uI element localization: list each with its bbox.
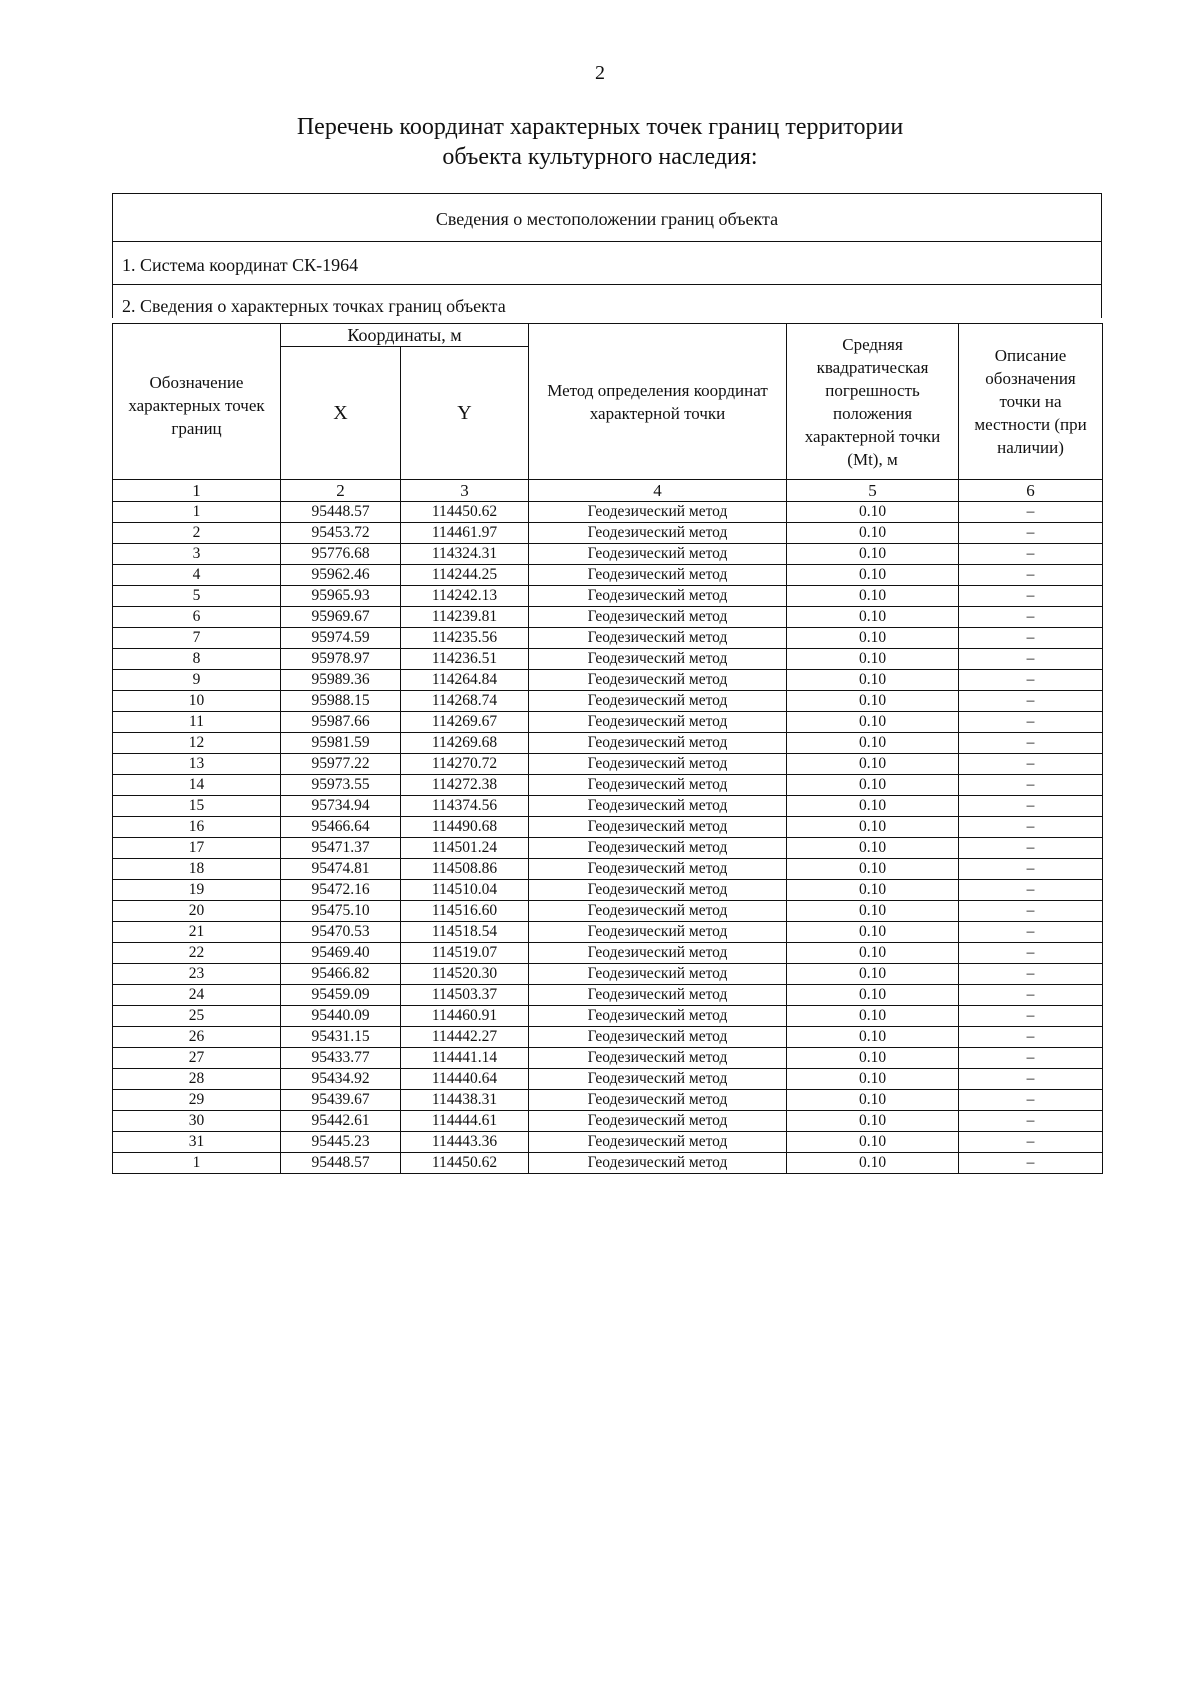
description-cell: –	[959, 607, 1103, 628]
header-description	[959, 324, 1103, 480]
method-cell: Геодезический метод	[529, 964, 787, 985]
error-cell: 0.10	[787, 607, 959, 628]
table-row	[113, 859, 1103, 880]
point-designation: 2	[113, 523, 281, 544]
coordinate-y: 114442.27	[401, 1027, 529, 1048]
point-designation: 9	[113, 670, 281, 691]
point-designation: 30	[113, 1111, 281, 1132]
coordinate-y: 114443.36	[401, 1132, 529, 1153]
table-row	[113, 943, 1103, 964]
table-row	[113, 1069, 1103, 1090]
column-number: 5	[787, 480, 959, 502]
point-designation: 1	[113, 1153, 281, 1174]
table-row	[113, 586, 1103, 607]
point-designation: 27	[113, 1048, 281, 1069]
point-designation: 8	[113, 649, 281, 670]
point-designation: 25	[113, 1006, 281, 1027]
error-cell: 0.10	[787, 943, 959, 964]
table-row	[113, 691, 1103, 712]
header-coordinates: Координаты, м	[281, 324, 529, 347]
point-designation: 29	[113, 1090, 281, 1111]
error-cell: 0.10	[787, 796, 959, 817]
coordinate-y: 114324.31	[401, 544, 529, 565]
description-cell: –	[959, 817, 1103, 838]
title-line-2: объекта культурного наследия:	[442, 144, 758, 170]
coordinate-y: 114239.81	[401, 607, 529, 628]
coordinate-y: 114440.64	[401, 1069, 529, 1090]
coordinate-x: 95433.77	[281, 1048, 401, 1069]
coordinate-y: 114441.14	[401, 1048, 529, 1069]
table-row	[113, 1132, 1103, 1153]
description-cell: –	[959, 796, 1103, 817]
error-cell: 0.10	[787, 985, 959, 1006]
method-cell: Геодезический метод	[529, 901, 787, 922]
column-number: 4	[529, 480, 787, 502]
description-cell: –	[959, 754, 1103, 775]
coordinates-table	[112, 323, 1103, 1174]
coordinate-y: 114438.31	[401, 1090, 529, 1111]
coordinate-x: 95734.94	[281, 796, 401, 817]
point-designation: 23	[113, 964, 281, 985]
title-line-1: Перечень координат характерных точек границ территории	[296, 114, 904, 140]
description-cell: –	[959, 985, 1103, 1006]
point-designation: 26	[113, 1027, 281, 1048]
table-row	[113, 523, 1103, 544]
table-row	[113, 1090, 1103, 1111]
description-cell: –	[959, 733, 1103, 754]
error-cell: 0.10	[787, 754, 959, 775]
coordinate-y: 114520.30	[401, 964, 529, 985]
description-cell: –	[959, 1111, 1103, 1132]
header-error-label: Средняя квадратическая погрешность положения характерной точки (Mt), м	[804, 334, 941, 469]
point-designation: 21	[113, 922, 281, 943]
method-cell: Геодезический метод	[529, 817, 787, 838]
error-cell: 0.10	[787, 586, 959, 607]
coordinate-x: 95470.53	[281, 922, 401, 943]
coordinate-y: 114519.07	[401, 943, 529, 964]
error-cell: 0.10	[787, 565, 959, 586]
coordinate-x: 95988.15	[281, 691, 401, 712]
method-cell: Геодезический метод	[529, 649, 787, 670]
table-row	[113, 775, 1103, 796]
coordinate-x: 95974.59	[281, 628, 401, 649]
description-cell: –	[959, 523, 1103, 544]
method-cell: Геодезический метод	[529, 1153, 787, 1174]
method-cell: Геодезический метод	[529, 943, 787, 964]
table-row	[113, 544, 1103, 565]
method-cell: Геодезический метод	[529, 565, 787, 586]
table-row	[113, 1111, 1103, 1132]
description-cell: –	[959, 670, 1103, 691]
description-cell: –	[959, 964, 1103, 985]
point-designation: 3	[113, 544, 281, 565]
error-cell: 0.10	[787, 502, 959, 523]
error-cell: 0.10	[787, 859, 959, 880]
error-cell: 0.10	[787, 628, 959, 649]
method-cell: Геодезический метод	[529, 502, 787, 523]
table-row	[113, 1153, 1103, 1174]
method-cell: Геодезический метод	[529, 985, 787, 1006]
description-cell: –	[959, 628, 1103, 649]
table-row	[113, 796, 1103, 817]
table-row	[113, 1048, 1103, 1069]
method-cell: Геодезический метод	[529, 1006, 787, 1027]
coordinate-y: 114503.37	[401, 985, 529, 1006]
error-cell: 0.10	[787, 838, 959, 859]
coordinate-x: 95431.15	[281, 1027, 401, 1048]
description-cell: –	[959, 544, 1103, 565]
method-cell: Геодезический метод	[529, 922, 787, 943]
location-info-header: Сведения о местоположении границ объекта	[113, 194, 1101, 242]
method-cell: Геодезический метод	[529, 670, 787, 691]
header-method	[529, 324, 787, 480]
coordinate-x: 95965.93	[281, 586, 401, 607]
description-cell: –	[959, 1153, 1103, 1174]
method-cell: Геодезический метод	[529, 691, 787, 712]
table-row	[113, 817, 1103, 838]
header-designation-label: Обозначение характерных точек границ	[128, 373, 265, 438]
table-row	[113, 712, 1103, 733]
method-cell: Геодезический метод	[529, 712, 787, 733]
table-row	[113, 901, 1103, 922]
point-designation: 6	[113, 607, 281, 628]
coordinate-x: 95471.37	[281, 838, 401, 859]
description-cell: –	[959, 859, 1103, 880]
description-cell: –	[959, 901, 1103, 922]
description-cell: –	[959, 880, 1103, 901]
method-cell: Геодезический метод	[529, 1048, 787, 1069]
table-row	[113, 985, 1103, 1006]
header-designation	[113, 324, 281, 480]
coordinate-y: 114269.67	[401, 712, 529, 733]
method-cell: Геодезический метод	[529, 754, 787, 775]
description-cell: –	[959, 691, 1103, 712]
coordinate-x: 95973.55	[281, 775, 401, 796]
error-cell: 0.10	[787, 523, 959, 544]
boundary-points-heading: 2. Сведения о характерных точках границ объекта	[122, 296, 506, 316]
table-row	[113, 838, 1103, 859]
method-cell: Геодезический метод	[529, 607, 787, 628]
coordinate-y: 114270.72	[401, 754, 529, 775]
description-cell: –	[959, 565, 1103, 586]
coordinate-y: 114508.86	[401, 859, 529, 880]
error-cell: 0.10	[787, 1069, 959, 1090]
error-cell: 0.10	[787, 733, 959, 754]
table-row	[113, 1006, 1103, 1027]
coordinates-table-body	[113, 502, 1103, 1174]
column-number: 6	[959, 480, 1103, 502]
method-cell: Геодезический метод	[529, 1132, 787, 1153]
point-designation: 14	[113, 775, 281, 796]
coordinate-y: 114444.61	[401, 1111, 529, 1132]
column-number: 2	[281, 480, 401, 502]
description-cell: –	[959, 922, 1103, 943]
error-cell: 0.10	[787, 901, 959, 922]
method-cell: Геодезический метод	[529, 586, 787, 607]
error-cell: 0.10	[787, 1111, 959, 1132]
page-number: 2	[595, 62, 605, 84]
error-cell: 0.10	[787, 670, 959, 691]
description-cell: –	[959, 1027, 1103, 1048]
table-row	[113, 565, 1103, 586]
column-number-row	[113, 480, 1103, 502]
error-cell: 0.10	[787, 1090, 959, 1111]
description-cell: –	[959, 1090, 1103, 1111]
error-cell: 0.10	[787, 1048, 959, 1069]
column-number: 1	[113, 480, 281, 502]
coordinate-x: 95776.68	[281, 544, 401, 565]
method-cell: Геодезический метод	[529, 775, 787, 796]
coordinate-y: 114264.84	[401, 670, 529, 691]
error-cell: 0.10	[787, 880, 959, 901]
table-row	[113, 502, 1103, 523]
table-row	[113, 964, 1103, 985]
coordinate-y: 114272.38	[401, 775, 529, 796]
coordinate-x: 95466.82	[281, 964, 401, 985]
point-designation: 19	[113, 880, 281, 901]
coordinate-x: 95448.57	[281, 1153, 401, 1174]
table-row	[113, 1027, 1103, 1048]
point-designation: 4	[113, 565, 281, 586]
method-cell: Геодезический метод	[529, 880, 787, 901]
coordinate-y: 114460.91	[401, 1006, 529, 1027]
description-cell: –	[959, 943, 1103, 964]
coordinate-x: 95977.22	[281, 754, 401, 775]
coordinate-x: 95472.16	[281, 880, 401, 901]
method-cell: Геодезический метод	[529, 859, 787, 880]
description-cell: –	[959, 838, 1103, 859]
table-row	[113, 880, 1103, 901]
coordinate-y: 114269.68	[401, 733, 529, 754]
method-cell: Геодезический метод	[529, 796, 787, 817]
coordinate-x: 95969.67	[281, 607, 401, 628]
table-row	[113, 649, 1103, 670]
description-cell: –	[959, 649, 1103, 670]
coordinate-x: 95987.66	[281, 712, 401, 733]
error-cell: 0.10	[787, 691, 959, 712]
coordinate-y: 114236.51	[401, 649, 529, 670]
error-cell: 0.10	[787, 649, 959, 670]
coordinate-x: 95448.57	[281, 502, 401, 523]
coordinate-y: 114461.97	[401, 523, 529, 544]
error-cell: 0.10	[787, 1006, 959, 1027]
header-description-label: Описание обозначения точки на местности (при наличии)	[974, 346, 1087, 457]
point-designation: 12	[113, 733, 281, 754]
point-designation: 10	[113, 691, 281, 712]
table-row	[113, 733, 1103, 754]
coordinate-x: 95466.64	[281, 817, 401, 838]
point-designation: 24	[113, 985, 281, 1006]
coordinate-x: 95474.81	[281, 859, 401, 880]
header-error	[787, 324, 959, 480]
point-designation: 1	[113, 502, 281, 523]
coordinate-x: 95439.67	[281, 1090, 401, 1111]
point-designation: 28	[113, 1069, 281, 1090]
coordinate-y: 114518.54	[401, 922, 529, 943]
coordinate-y: 114450.62	[401, 502, 529, 523]
error-cell: 0.10	[787, 817, 959, 838]
description-cell: –	[959, 586, 1103, 607]
point-designation: 22	[113, 943, 281, 964]
coordinate-y: 114501.24	[401, 838, 529, 859]
coordinate-x: 95440.09	[281, 1006, 401, 1027]
point-designation: 16	[113, 817, 281, 838]
description-cell: –	[959, 1006, 1103, 1027]
object-info-block	[112, 193, 1102, 318]
error-cell: 0.10	[787, 1153, 959, 1174]
description-cell: –	[959, 775, 1103, 796]
error-cell: 0.10	[787, 775, 959, 796]
error-cell: 0.10	[787, 1027, 959, 1048]
coordinate-y: 114516.60	[401, 901, 529, 922]
coordinate-x: 95453.72	[281, 523, 401, 544]
coordinate-x: 95442.61	[281, 1111, 401, 1132]
method-cell: Геодезический метод	[529, 1111, 787, 1132]
point-designation: 5	[113, 586, 281, 607]
point-designation: 17	[113, 838, 281, 859]
coordinate-x: 95978.97	[281, 649, 401, 670]
column-number: 3	[401, 480, 529, 502]
description-cell: –	[959, 1069, 1103, 1090]
table-row	[113, 670, 1103, 691]
description-cell: –	[959, 1048, 1103, 1069]
header-method-label: Метод определения координат характерной точки	[547, 380, 768, 423]
document-title	[0, 112, 1200, 172]
error-cell: 0.10	[787, 922, 959, 943]
header-y: Y	[401, 347, 529, 480]
coordinate-x: 95475.10	[281, 901, 401, 922]
point-designation: 15	[113, 796, 281, 817]
method-cell: Геодезический метод	[529, 1069, 787, 1090]
point-designation: 7	[113, 628, 281, 649]
point-designation: 13	[113, 754, 281, 775]
description-cell: –	[959, 1132, 1103, 1153]
error-cell: 0.10	[787, 964, 959, 985]
table-row	[113, 922, 1103, 943]
method-cell: Геодезический метод	[529, 523, 787, 544]
coordinate-x: 95989.36	[281, 670, 401, 691]
point-designation: 31	[113, 1132, 281, 1153]
coordinate-system: 1. Система координат СК-1964	[113, 242, 1101, 285]
method-cell: Геодезический метод	[529, 628, 787, 649]
method-cell: Геодезический метод	[529, 838, 787, 859]
method-cell: Геодезический метод	[529, 1090, 787, 1111]
coordinate-y: 114490.68	[401, 817, 529, 838]
table-row	[113, 754, 1103, 775]
coordinate-y: 114235.56	[401, 628, 529, 649]
coordinate-y: 114242.13	[401, 586, 529, 607]
header-x: X	[281, 347, 401, 480]
table-row	[113, 607, 1103, 628]
coordinate-y: 114374.56	[401, 796, 529, 817]
coordinate-y: 114244.25	[401, 565, 529, 586]
method-cell: Геодезический метод	[529, 1027, 787, 1048]
point-designation: 18	[113, 859, 281, 880]
description-cell: –	[959, 712, 1103, 733]
description-cell: –	[959, 502, 1103, 523]
point-designation: 20	[113, 901, 281, 922]
point-designation: 11	[113, 712, 281, 733]
error-cell: 0.10	[787, 712, 959, 733]
method-cell: Геодезический метод	[529, 544, 787, 565]
coordinate-x: 95459.09	[281, 985, 401, 1006]
coordinate-y: 114510.04	[401, 880, 529, 901]
coordinate-x: 95445.23	[281, 1132, 401, 1153]
coordinate-y: 114450.62	[401, 1153, 529, 1174]
coordinate-y: 114268.74	[401, 691, 529, 712]
table-row	[113, 628, 1103, 649]
coordinate-x: 95469.40	[281, 943, 401, 964]
coordinate-x: 95962.46	[281, 565, 401, 586]
method-cell: Геодезический метод	[529, 733, 787, 754]
error-cell: 0.10	[787, 1132, 959, 1153]
error-cell: 0.10	[787, 544, 959, 565]
coordinate-x: 95981.59	[281, 733, 401, 754]
coordinate-x: 95434.92	[281, 1069, 401, 1090]
